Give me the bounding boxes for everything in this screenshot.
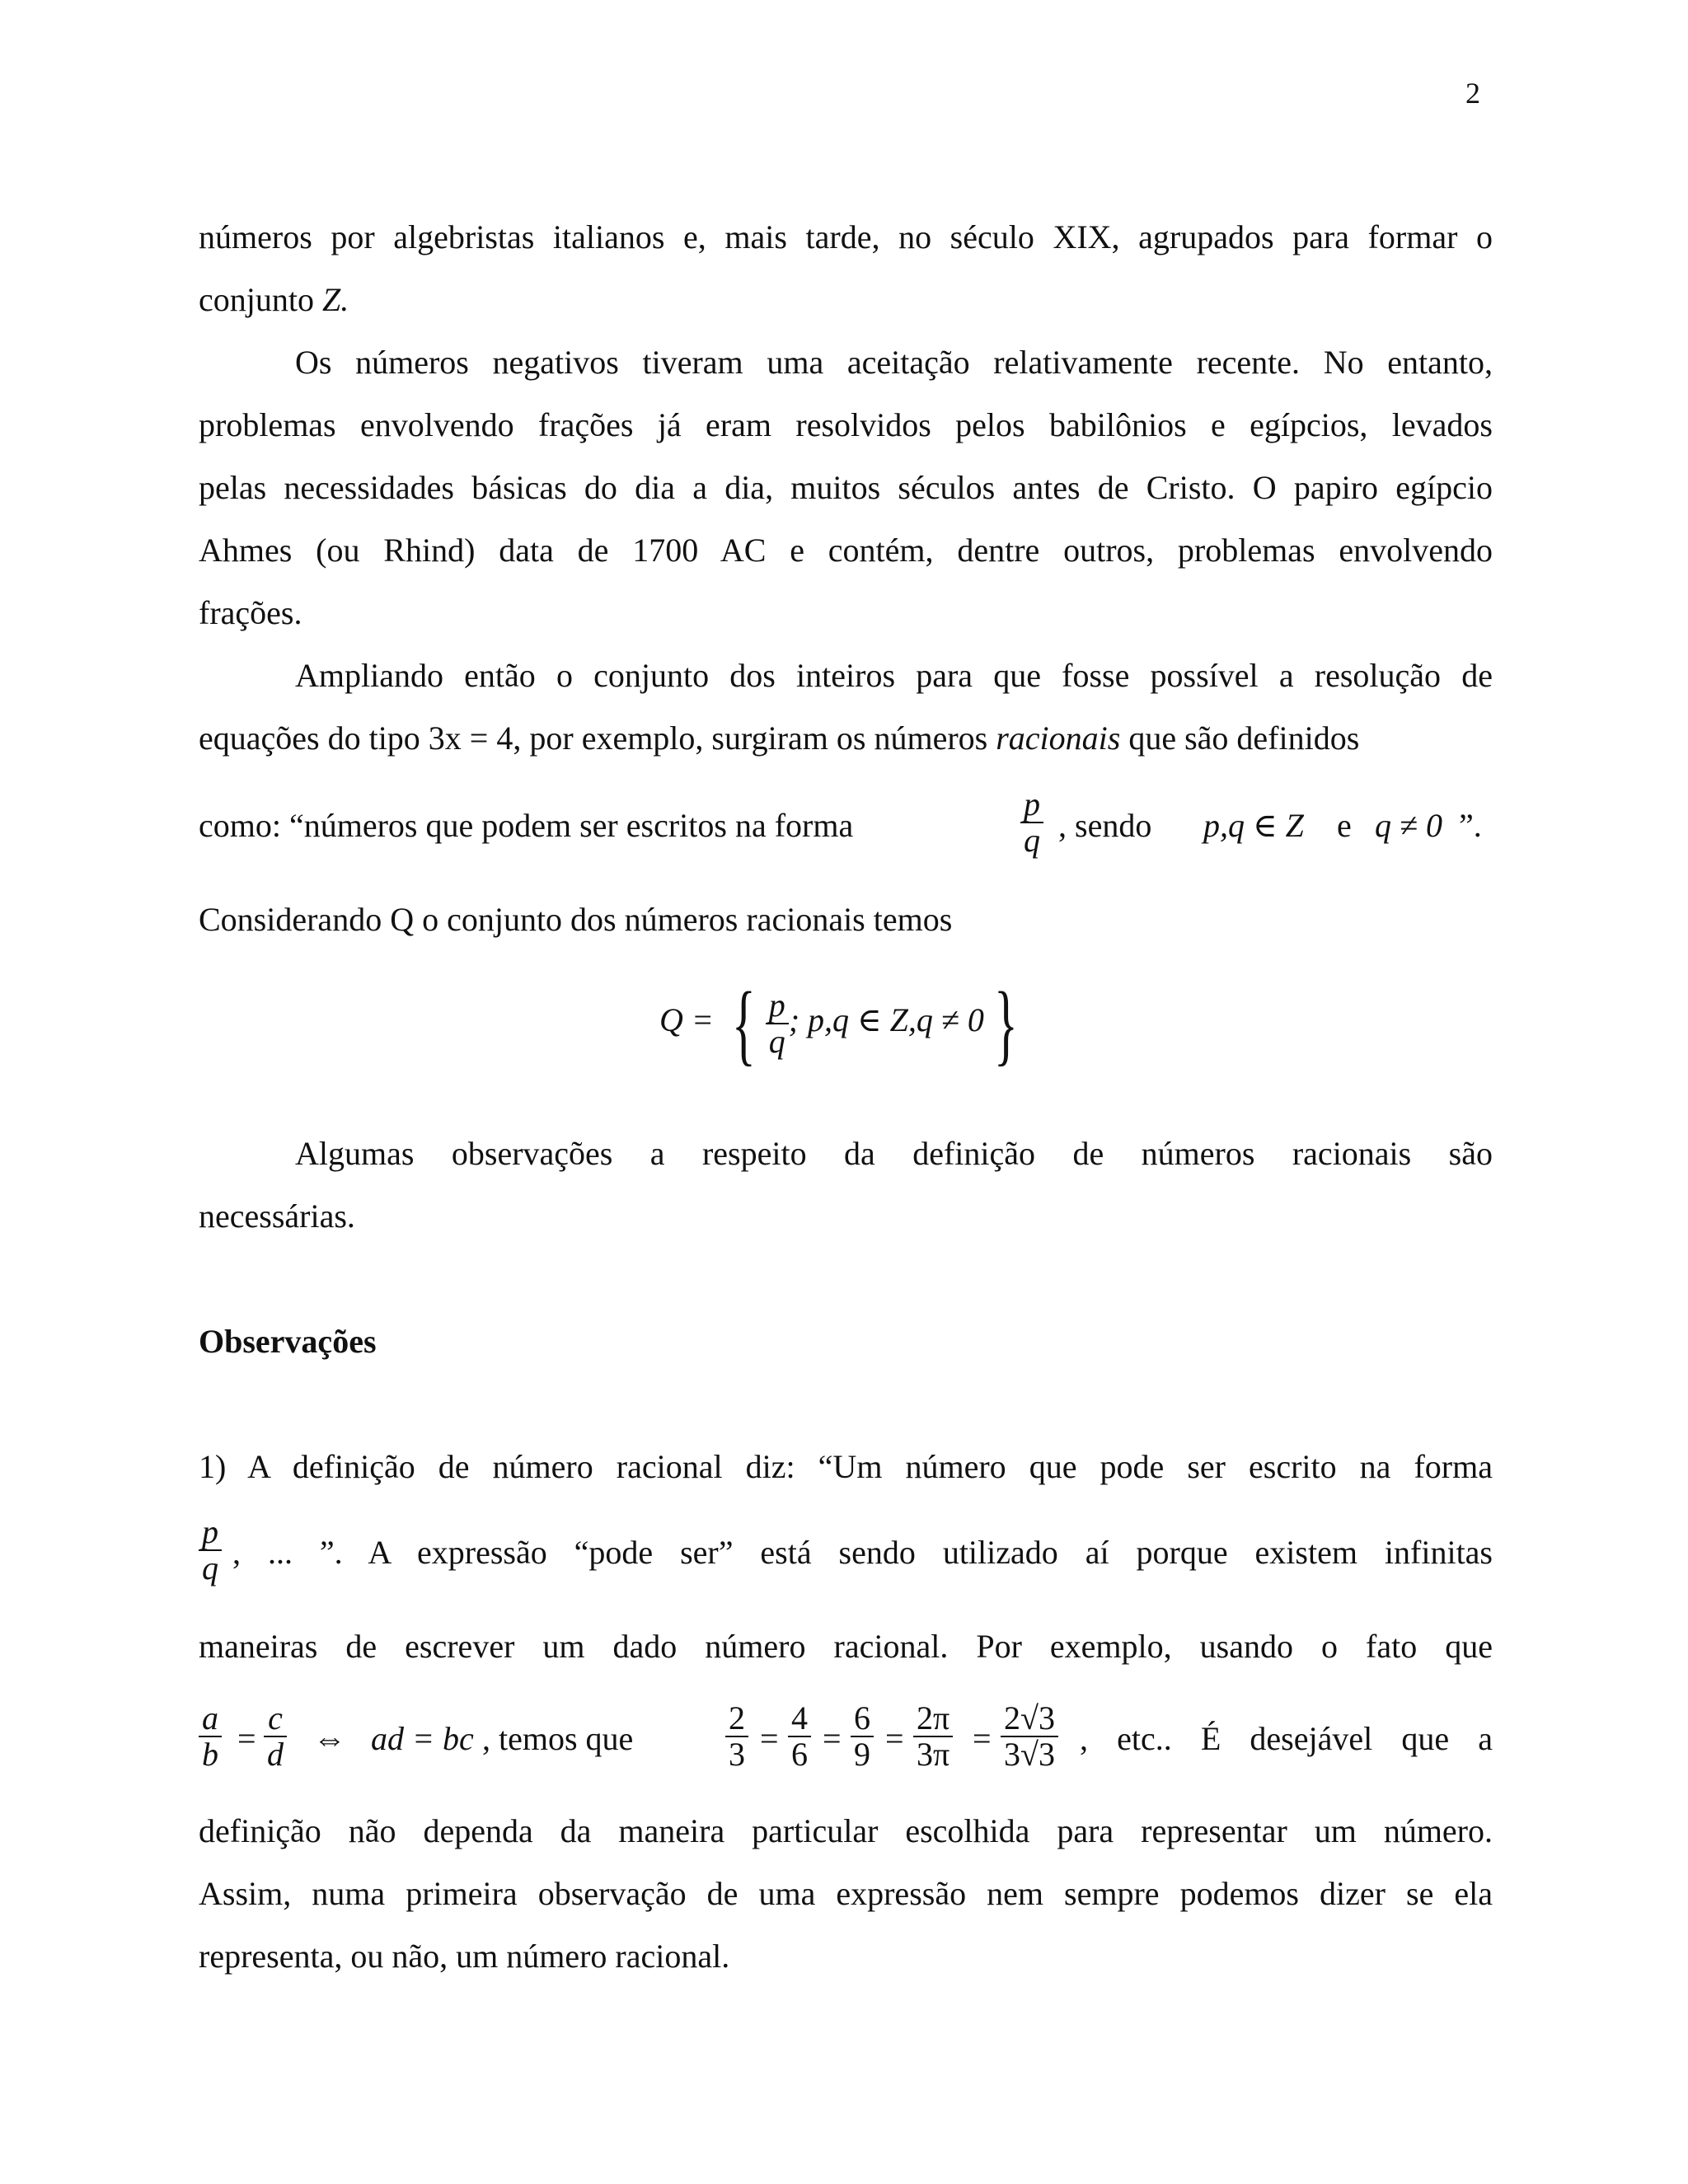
fraction-2sqrt3-3sqrt3: [1001, 1701, 1058, 1772]
numerator: c: [264, 1701, 287, 1737]
observation-1-line-2: , ... ”. A expressão “pode ser” está sendo utilizado aí porque existem infinitas: [232, 1534, 1493, 1571]
paragraph-1-line-2: [199, 280, 1493, 320]
definition-sendo: , sendo: [1058, 807, 1152, 844]
paragraph-2-line-1: Os números negativos tiveram uma aceitação relativamente recente. No entanto,: [295, 344, 1493, 381]
paragraph-5-line-1: Algumas observações a respeito da definição de números racionais são: [295, 1135, 1493, 1172]
denominator: 3√3: [1004, 1736, 1055, 1773]
rational-set-equation: [659, 963, 1028, 1078]
observation-1-line-7: representa, ou não, um número racional.: [199, 1938, 730, 1975]
fraction-a-over-b: [199, 1701, 222, 1772]
definition-line-text: como: “números que podem ser escritos na forma: [199, 807, 854, 844]
fraction-p-over-q-2: [199, 1515, 222, 1586]
denominator: b: [202, 1736, 218, 1773]
definition-condition-2: q ≠ 0: [1375, 807, 1442, 844]
numerator: 2: [725, 1701, 748, 1737]
paragraph-3-line-1: Ampliando então o conjunto dos inteiros para que fosse possível a resolução de: [295, 657, 1493, 694]
paragraph-2-line-2: problemas envolvendo frações já eram resolvidos pelos babilônios e egípcios, levados: [199, 406, 1493, 443]
denominator: 3π: [917, 1736, 950, 1773]
numerator: p: [199, 1515, 222, 1551]
numerator: 6: [851, 1701, 874, 1737]
fraction-6-9: [851, 1701, 874, 1772]
fraction-p-over-q: [1020, 787, 1043, 858]
numerator: p: [766, 988, 789, 1024]
equals-sign: =: [973, 1720, 992, 1757]
numerator: p: [1020, 787, 1043, 823]
equals-sign: =: [823, 1720, 842, 1757]
fraction-2pi-3pi: [913, 1701, 953, 1772]
denominator: q: [202, 1549, 218, 1586]
numerator: 2√3: [1001, 1701, 1058, 1737]
equation-fraction: [766, 988, 789, 1059]
equals-sign: =: [885, 1720, 904, 1757]
numerator: 4: [788, 1701, 811, 1737]
paragraph-1-line-1: números por algebristas italianos e, mais tarde, no século XIX, agrupados para formar o: [199, 218, 1493, 255]
equals-sign: =: [760, 1720, 779, 1757]
fraction-c-over-d: [264, 1701, 287, 1772]
denominator: 9: [854, 1736, 870, 1773]
paragraph-4-line-1: Considerando Q o conjunto dos números racionais temos: [199, 901, 953, 938]
text: equações do tipo 3x = 4, por exemplo, surgiram os números: [199, 719, 996, 757]
section-heading: Observações: [199, 1323, 377, 1360]
fraction-4-6: [788, 1701, 811, 1772]
iff-symbol: ⇔: [313, 1720, 346, 1757]
page-number: 2: [1465, 77, 1480, 110]
observation-1-line-6: Assim, numa primeira observação de uma expressão nem sempre podemos dizer se ela: [199, 1875, 1493, 1912]
observation-1-line-3: maneiras de escrever um dado número racional. Por exemplo, usando o fato que: [199, 1628, 1493, 1665]
paragraph-2-line-5: frações.: [199, 594, 302, 631]
equation-conditions: ; p,q ∈ Z,q ≠ 0: [788, 1001, 984, 1038]
observation-1-line-1: 1) A definição de número racional diz: “Um número que pode ser escrito na forma: [199, 1448, 1493, 1485]
numerator: 2π: [913, 1701, 953, 1737]
paragraph-2-line-3: pelas necessidades básicas do dia a dia, muitos séculos antes de Cristo. O papiro egípcio: [199, 469, 1493, 506]
text: que são definidos: [1120, 719, 1360, 757]
equation-lhs: Q =: [659, 1001, 714, 1038]
paragraph-3-line-2: [199, 719, 1493, 758]
text: conjunto: [199, 281, 322, 318]
observation-1-line-5: definição não dependa da maneira particular escolhida para representar um número.: [199, 1812, 1493, 1849]
denominator: 6: [791, 1736, 808, 1773]
emphasis-racionais: racionais: [996, 719, 1121, 757]
denominator: 3: [729, 1736, 745, 1773]
paragraph-5-line-2: necessárias.: [199, 1197, 355, 1235]
denominator: d: [267, 1736, 284, 1773]
left-brace: {: [731, 972, 756, 1074]
set-z: Z.: [321, 281, 349, 318]
equals-sign: =: [237, 1720, 256, 1757]
paragraph-2-line-4: Ahmes (ou Rhind) data de 1700 AC e contém, dentre outros, problemas envolvendo: [199, 532, 1493, 569]
definition-e: e: [1337, 807, 1352, 844]
denominator: q: [768, 1022, 785, 1060]
temos-que: , temos que: [482, 1720, 634, 1757]
etc-text: , etc.. É desejável que a: [1080, 1720, 1493, 1757]
numerator: a: [199, 1701, 222, 1737]
cross-product: ad = bc: [371, 1720, 474, 1757]
denominator: q: [1024, 822, 1040, 859]
right-brace: }: [993, 972, 1018, 1074]
definition-condition-1: p,q ∈ Z: [1203, 807, 1304, 844]
fraction-2-3: [725, 1701, 748, 1772]
definition-close-quote: ”.: [1459, 807, 1482, 844]
